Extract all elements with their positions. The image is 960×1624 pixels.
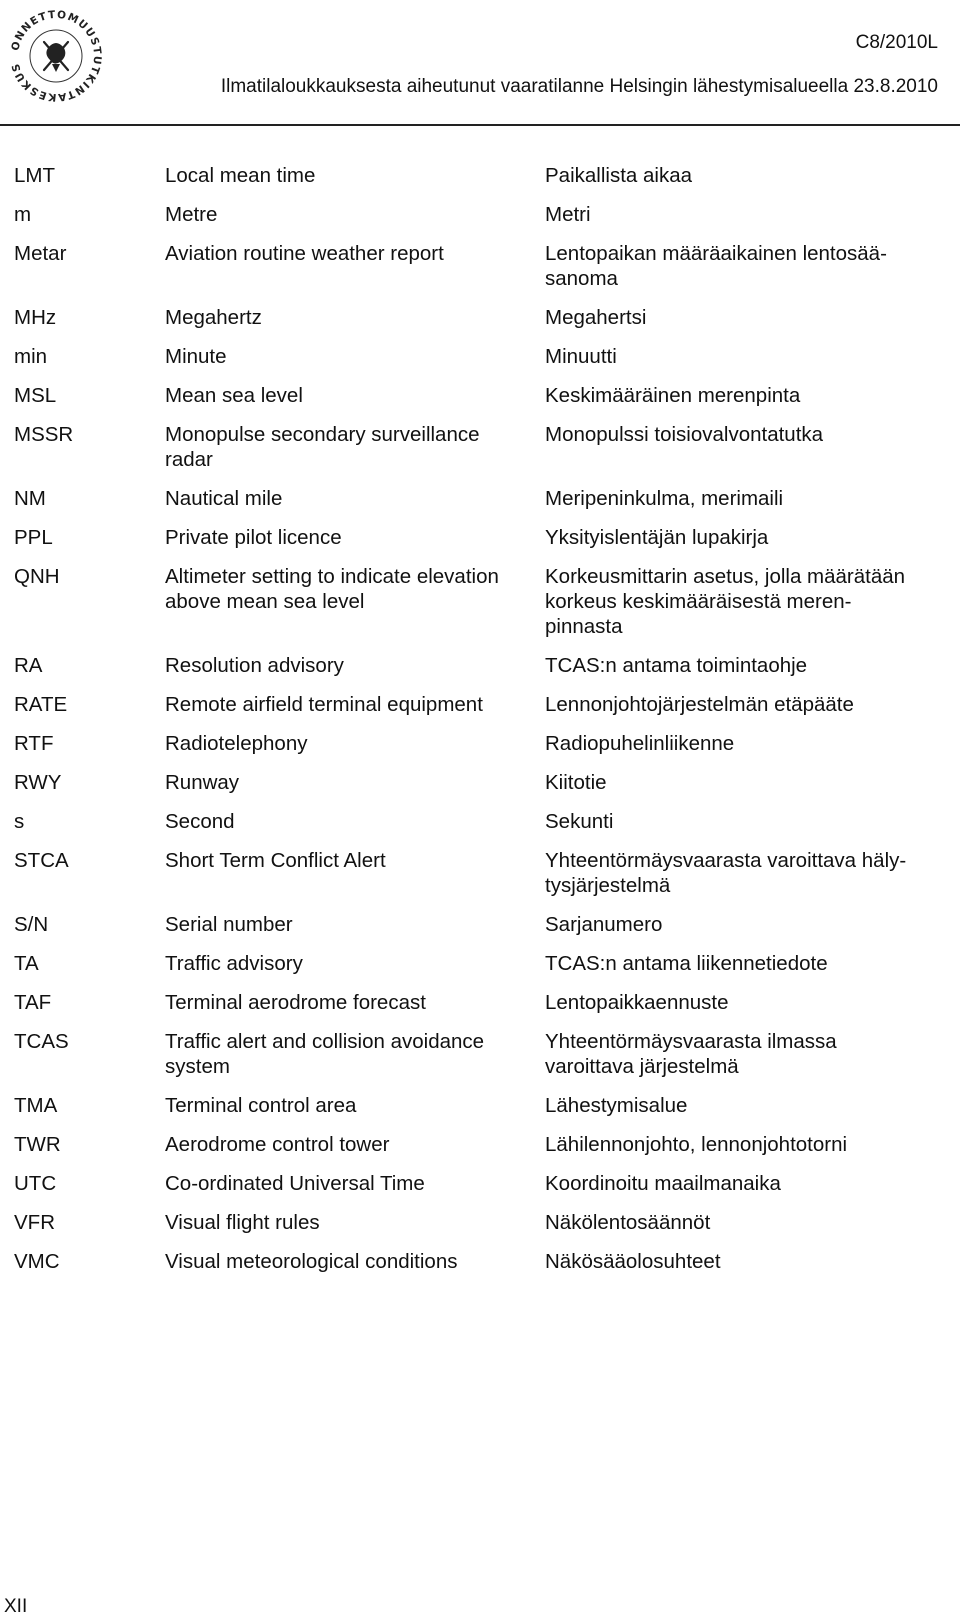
english-term-line: Traffic alert and collision avoidance — [165, 1030, 485, 1053]
english-term-cell — [165, 163, 545, 188]
finnish-term-cell — [545, 163, 945, 188]
abbreviation-table — [0, 163, 960, 1288]
finnish-term-line: Lentopaikan määräaikainen lentosää- — [545, 242, 887, 265]
abbreviation-cell: Metar — [14, 242, 67, 265]
table-row — [0, 305, 960, 330]
abbreviation-cell: RTF — [14, 732, 54, 755]
table-row — [0, 653, 960, 678]
abbreviation-cell: MHz — [14, 306, 57, 329]
finnish-term-line: korkeus keskimääräisestä meren- — [545, 590, 852, 613]
english-term-line: Short Term Conflict Alert — [165, 849, 386, 872]
table-row — [0, 990, 960, 1015]
finnish-term-line: Megahertsi — [545, 306, 647, 329]
table-row — [0, 163, 960, 188]
finnish-term-line: Lähilennonjohto, lennonjohtotorni — [545, 1133, 848, 1156]
svg-text:ONNETTOMUUSTUTKINTAKESKUS: ONNETTOMUUSTUTKINTAKESKUS — [9, 8, 104, 104]
finnish-term-cell — [545, 731, 945, 756]
abbreviation-cell: TCAS — [14, 1030, 69, 1053]
finnish-term-line: Koordinoitu maailmanaika — [545, 1172, 781, 1195]
abbreviation-cell: LMT — [14, 164, 55, 187]
finnish-term-cell — [545, 486, 945, 511]
english-term-line: Serial number — [165, 913, 293, 936]
finnish-term-cell — [545, 770, 945, 795]
english-term-line: Terminal control area — [165, 1094, 357, 1117]
document-subtitle: Ilmatilaloukkauksesta aiheutunut vaaratilanne Helsingin lähestymisalueella 23.8.2010 — [220, 76, 938, 97]
finnish-term-line: Monopulssi toisiovalvontatutka — [545, 423, 824, 446]
english-term-cell — [165, 653, 545, 678]
english-term-cell — [165, 912, 545, 937]
finnish-term-cell — [545, 809, 945, 834]
english-term-line: Terminal aerodrome forecast — [165, 991, 426, 1014]
finnish-term-line: Kiitotie — [545, 771, 607, 794]
english-term-line: radar — [165, 448, 213, 471]
finnish-term-cell — [545, 422, 945, 447]
finnish-term-cell — [545, 1093, 945, 1118]
english-term-line: Remote airfield terminal equipment — [165, 693, 483, 716]
abbreviation-cell: MSL — [14, 384, 57, 407]
english-term-line: Visual flight rules — [165, 1211, 320, 1234]
abbreviation-cell: S/N — [14, 913, 49, 936]
finnish-term-line: Keskimääräinen merenpinta — [545, 384, 801, 407]
english-term-cell — [165, 1132, 545, 1157]
page-number: XII — [4, 1596, 28, 1617]
table-row — [0, 692, 960, 717]
finnish-term-line: sanoma — [545, 267, 618, 290]
table-row — [0, 486, 960, 511]
finnish-term-cell — [545, 1132, 945, 1157]
english-term-cell — [165, 422, 545, 472]
finnish-term-cell — [545, 241, 945, 291]
finnish-term-line: TCAS:n antama toimintaohje — [545, 654, 808, 677]
finnish-term-line: Minuutti — [545, 345, 617, 368]
abbreviation-cell: RA — [14, 654, 43, 677]
table-row — [0, 1132, 960, 1157]
finnish-term-cell — [545, 525, 945, 550]
table-row — [0, 525, 960, 550]
english-term-line: Megahertz — [165, 306, 262, 329]
abbreviation-cell: min — [14, 345, 48, 368]
english-term-cell — [165, 731, 545, 756]
english-term-line: Mean sea level — [165, 384, 303, 407]
document-id: C8/2010L — [855, 32, 938, 53]
english-term-line: Co-ordinated Universal Time — [165, 1172, 425, 1195]
english-term-cell — [165, 564, 545, 614]
table-row — [0, 809, 960, 834]
finnish-term-line: Korkeusmittarin asetus, jolla määrätään — [545, 565, 906, 588]
english-term-line: Nautical mile — [165, 487, 283, 510]
table-row — [0, 731, 960, 756]
finnish-term-line: Meripeninkulma, merimaili — [545, 487, 784, 510]
finnish-term-line: Lennonjohtojärjestelmän etäpääte — [545, 693, 854, 716]
finnish-term-cell — [545, 951, 945, 976]
english-term-cell — [165, 383, 545, 408]
english-term-line: Metre — [165, 203, 218, 226]
finnish-term-cell — [545, 305, 945, 330]
finnish-term-line: Yhteentörmäysvaarasta varoittava häly- — [545, 849, 907, 872]
abbreviation-cell: QNH — [14, 565, 60, 588]
english-term-cell — [165, 305, 545, 330]
finnish-term-line: pinnasta — [545, 615, 623, 638]
finnish-term-line: Yksityislentäjän lupakirja — [545, 526, 769, 549]
finnish-term-line: Paikallista aikaa — [545, 164, 692, 187]
english-term-cell — [165, 1249, 545, 1274]
english-term-line: Resolution advisory — [165, 654, 344, 677]
english-term-line: Aviation routine weather report — [165, 242, 444, 265]
abbreviation-cell: VFR — [14, 1211, 55, 1234]
table-row — [0, 344, 960, 369]
table-row — [0, 1210, 960, 1235]
abbreviation-cell: PPL — [14, 526, 53, 549]
abbreviation-cell: TWR — [14, 1133, 61, 1156]
table-row — [0, 1093, 960, 1118]
english-term-line: Aerodrome control tower — [165, 1133, 390, 1156]
finnish-term-line: Näkölentosäännöt — [545, 1211, 711, 1234]
english-term-cell — [165, 848, 545, 873]
finnish-term-cell — [545, 1210, 945, 1235]
finnish-term-line: Sarjanumero — [545, 913, 663, 936]
table-row — [0, 241, 960, 291]
finnish-term-cell — [545, 1029, 945, 1079]
finnish-term-line: Sekunti — [545, 810, 614, 833]
abbreviation-cell: s — [14, 810, 25, 833]
english-term-cell — [165, 241, 545, 266]
english-term-line: Monopulse secondary surveillance — [165, 423, 480, 446]
abbreviation-cell: UTC — [14, 1172, 57, 1195]
finnish-term-line: tysjärjestelmä — [545, 874, 671, 897]
finnish-term-line: Lentopaikkaennuste — [545, 991, 729, 1014]
finnish-term-cell — [545, 344, 945, 369]
table-row — [0, 422, 960, 472]
table-row — [0, 1029, 960, 1079]
english-term-cell — [165, 951, 545, 976]
english-term-cell — [165, 525, 545, 550]
abbreviation-cell: m — [14, 203, 32, 226]
abbreviation-cell: RATE — [14, 693, 68, 716]
abbreviation-cell: TMA — [14, 1094, 58, 1117]
english-term-line: Local mean time — [165, 164, 316, 187]
finnish-term-line: Yhteentörmäysvaarasta ilmassa — [545, 1030, 837, 1053]
abbreviation-cell: STCA — [14, 849, 69, 872]
finnish-term-cell — [545, 692, 945, 717]
finnish-term-cell — [545, 383, 945, 408]
table-row — [0, 1171, 960, 1196]
english-term-cell — [165, 692, 545, 717]
english-term-cell — [165, 1210, 545, 1235]
english-term-cell — [165, 486, 545, 511]
finnish-term-line: varoittava järjestelmä — [545, 1055, 739, 1078]
english-term-line: Second — [165, 810, 235, 833]
finnish-term-line: Näkösääolosuhteet — [545, 1250, 721, 1273]
abbreviation-cell: MSSR — [14, 423, 74, 446]
english-term-line: above mean sea level — [165, 590, 365, 613]
english-term-cell — [165, 809, 545, 834]
header-divider — [0, 124, 960, 126]
finnish-term-cell — [545, 990, 945, 1015]
finnish-term-line: Metri — [545, 203, 591, 226]
english-term-line: Altimeter setting to indicate elevation — [165, 565, 499, 588]
english-term-line: Runway — [165, 771, 240, 794]
finnish-term-line: Lähestymisalue — [545, 1094, 688, 1117]
english-term-cell — [165, 770, 545, 795]
finnish-term-cell — [545, 202, 945, 227]
english-term-line: Private pilot licence — [165, 526, 342, 549]
table-row — [0, 848, 960, 898]
table-row — [0, 1249, 960, 1274]
finnish-term-line: TCAS:n antama liikennetiedote — [545, 952, 828, 975]
english-term-line: Radiotelephony — [165, 732, 308, 755]
table-row — [0, 383, 960, 408]
agency-round-seal-icon — [0, 0, 112, 112]
finnish-term-line: Radiopuhelinliikenne — [545, 732, 735, 755]
english-term-cell — [165, 344, 545, 369]
table-row — [0, 564, 960, 639]
finnish-term-cell — [545, 653, 945, 678]
finnish-term-cell — [545, 912, 945, 937]
finnish-term-cell — [545, 1249, 945, 1274]
table-row — [0, 770, 960, 795]
english-term-cell — [165, 1171, 545, 1196]
english-term-cell — [165, 1029, 545, 1079]
abbreviation-cell: TA — [14, 952, 39, 975]
abbreviation-cell: NM — [14, 487, 46, 510]
table-row — [0, 202, 960, 227]
english-term-cell — [165, 990, 545, 1015]
abbreviation-cell: VMC — [14, 1250, 60, 1273]
english-term-line: system — [165, 1055, 230, 1078]
english-term-cell — [165, 1093, 545, 1118]
english-term-cell — [165, 202, 545, 227]
table-row — [0, 951, 960, 976]
finnish-term-cell — [545, 564, 945, 639]
finnish-term-cell — [545, 1171, 945, 1196]
abbreviation-cell: TAF — [14, 991, 52, 1014]
english-term-line: Traffic advisory — [165, 952, 303, 975]
finnish-term-cell — [545, 848, 945, 898]
table-row — [0, 912, 960, 937]
english-term-line: Visual meteorological conditions — [165, 1250, 458, 1273]
abbreviation-cell: RWY — [14, 771, 62, 794]
english-term-line: Minute — [165, 345, 227, 368]
